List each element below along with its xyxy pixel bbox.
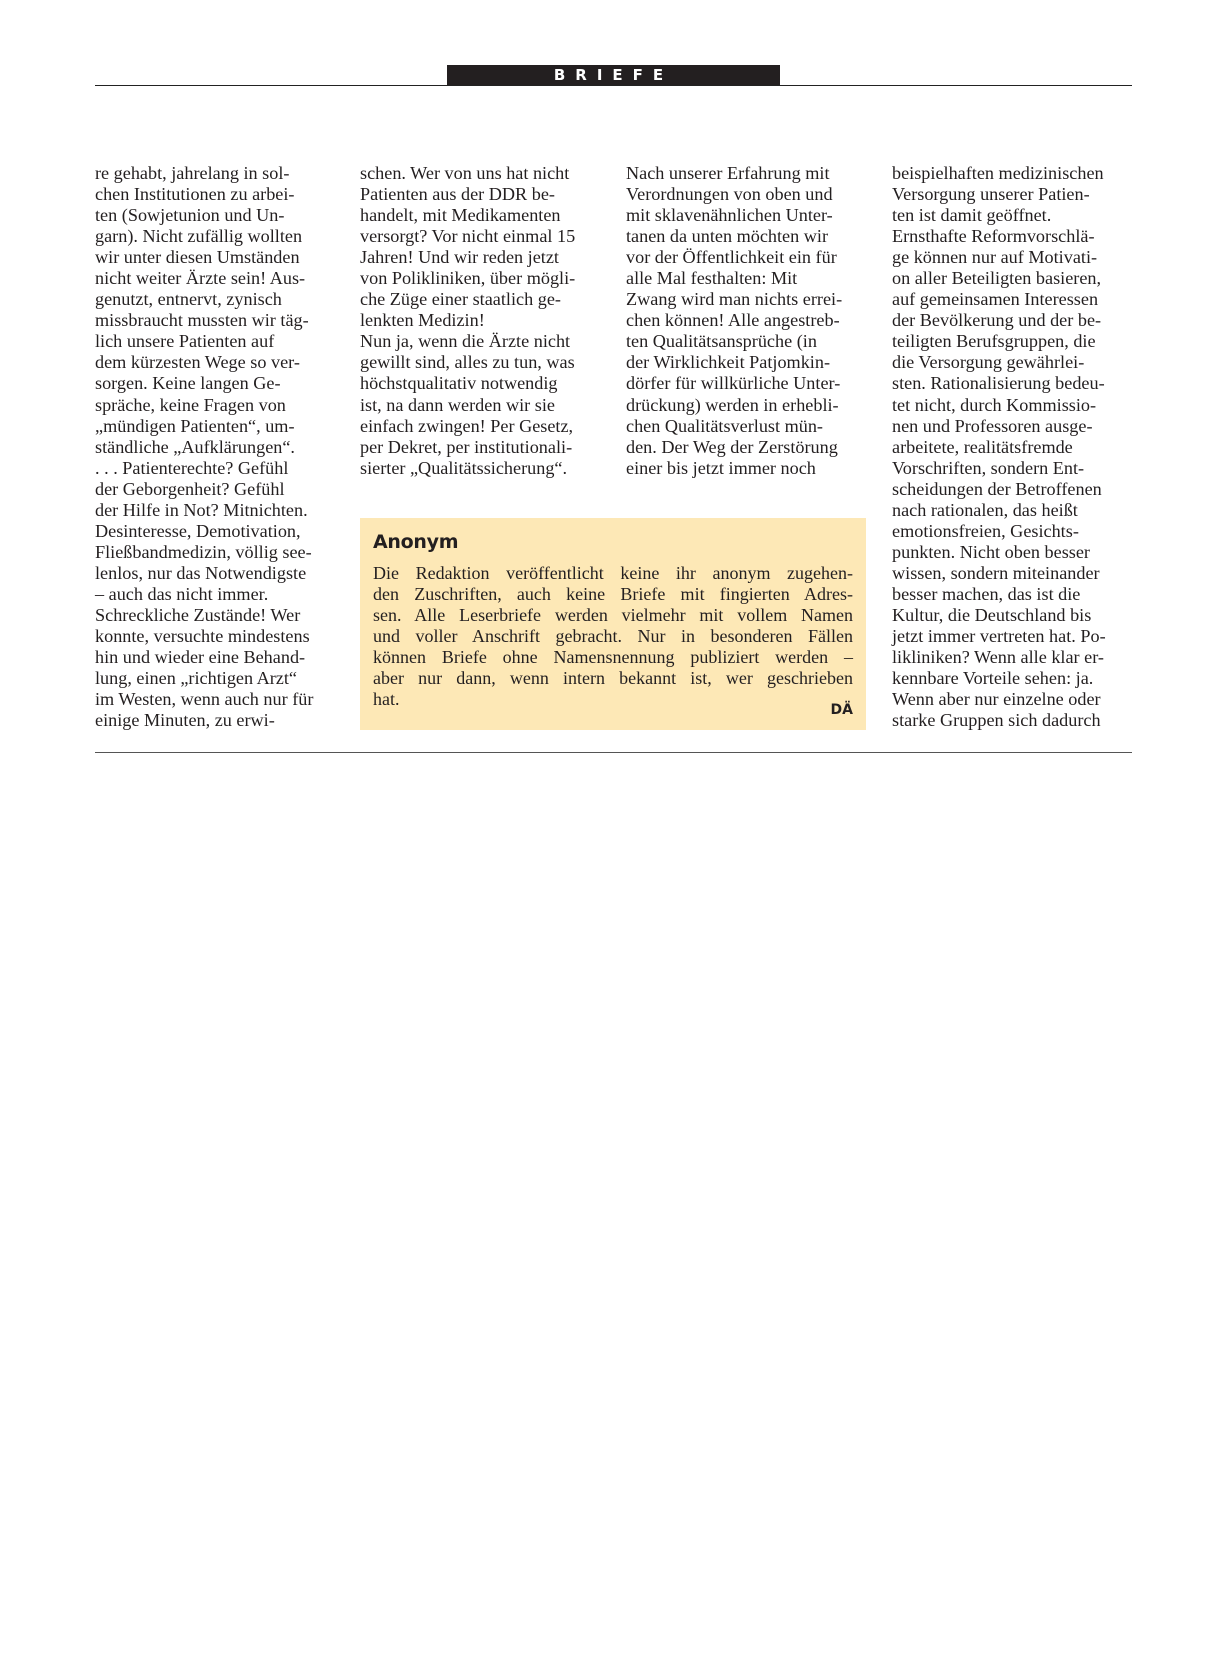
text-line: sorgen. Keine langen Ge- (95, 373, 281, 394)
text-line: der Bevölkerung und der be- (892, 310, 1102, 331)
text-column-4 (892, 163, 1132, 731)
text-line: ten Qualitätsansprüche (in (626, 331, 817, 352)
text-line: lich unsere Patienten auf (95, 331, 275, 352)
notice-line: Die Redaktion veröffentlicht keine ihr anonym zugehen- (373, 563, 853, 583)
text-line: arbeitete, realitätsfremde (892, 436, 1073, 457)
text-line: ge können nur auf Motivati- (892, 247, 1098, 268)
notice-line: sen. Alle Leserbriefe werden vielmehr mit vollem Namen (373, 605, 853, 625)
text-line: punkten. Nicht oben besser (892, 541, 1090, 562)
section-label: BRIEFE (447, 65, 780, 86)
notice-line: den Zuschriften, auch keine Briefe mit fingierten Adres- (373, 584, 853, 604)
text-column-3 (626, 163, 866, 479)
text-line: lenlos, nur das Notwendigste (95, 562, 307, 583)
text-line: – auch das nicht immer. (95, 583, 269, 604)
notice-body (373, 563, 853, 710)
text-line: ist, na dann werden wir sie (360, 394, 555, 415)
text-line: emotionsfreien, Gesichts- (892, 520, 1079, 541)
text-line: likliniken? Wenn alle klar er- (892, 647, 1104, 668)
anonym-notice-box (360, 518, 866, 730)
text-line: die Versorgung gewährlei- (892, 352, 1085, 373)
text-line: Wenn aber nur einzelne oder (892, 689, 1101, 710)
text-line: jetzt immer vertreten hat. Po- (892, 626, 1106, 647)
text-line: Patienten aus der DDR be- (360, 184, 555, 205)
text-line: vor der Öffentlichkeit ein für (626, 247, 837, 268)
text-line: Desinteresse, Demotivation, (95, 520, 301, 541)
text-column-1 (95, 163, 335, 731)
text-line: konnte, versuchte mindestens (95, 626, 310, 647)
text-line: garn). Nicht zufällig wollten (95, 226, 303, 247)
text-line: ten ist damit geöffnet. (892, 205, 1052, 226)
text-line: dem kürzesten Wege so ver- (95, 352, 300, 373)
notice-line: und voller Anschrift gebracht. Nur in besonderen Fällen (373, 626, 853, 646)
text-line: nicht weiter Ärzte sein! Aus- (95, 268, 306, 289)
text-line: wir unter diesen Umständen (95, 247, 300, 268)
text-line: chen können! Alle angestreb- (626, 310, 840, 331)
text-line: der Hilfe in Not? Mitnichten. (95, 499, 308, 520)
text-line: einfach zwingen! Per Gesetz, (360, 415, 574, 436)
text-line: im Westen, wenn auch nur für (95, 689, 314, 710)
text-line: spräche, keine Fragen von (95, 394, 286, 415)
text-column-2 (360, 163, 600, 479)
text-line: „mündigen Patienten“, um- (95, 415, 295, 436)
text-line: drückung) werden in erhebli- (626, 394, 839, 415)
text-line: teiligten Berufsgruppen, die (892, 331, 1096, 352)
text-line: auf gemeinsamen Interessen (892, 289, 1099, 310)
text-line: handelt, mit Medikamenten (360, 205, 561, 226)
text-line: Vorschriften, sondern Ent- (892, 457, 1085, 478)
text-line: der Wirklichkeit Patjomkin- (626, 352, 831, 373)
text-line: sten. Rationalisierung bedeu- (892, 373, 1105, 394)
text-line: wissen, sondern miteinander (892, 562, 1100, 583)
text-line: Nun ja, wenn die Ärzte nicht (360, 331, 571, 352)
text-line: Fließbandmedizin, völlig see- (95, 541, 312, 562)
notice-line: aber nur dann, wenn intern bekannt ist, wer geschrieben (373, 668, 853, 688)
text-line: hin und wieder eine Behand- (95, 647, 306, 668)
bottom-rule (95, 752, 1132, 753)
text-line: kennbare Vorteile sehen: ja. (892, 668, 1094, 689)
text-line: einer bis jetzt immer noch (626, 457, 816, 478)
text-line: Nach unserer Erfahrung mit (626, 163, 830, 183)
text-line: lung, einen „richtigen Arzt“ (95, 668, 298, 689)
text-line: re gehabt, jahrelang in sol- (95, 163, 290, 183)
text-line: sierter „Qualitätssicherung“. (360, 457, 568, 478)
text-line: nen und Professoren ausge- (892, 415, 1093, 436)
text-line: dörfer für willkürliche Unter- (626, 373, 841, 394)
notice-line: hat. (373, 689, 400, 709)
text-line: der Geborgenheit? Gefühl (95, 478, 285, 499)
text-line: on aller Beteiligten basieren, (892, 268, 1102, 289)
text-line: starke Gruppen sich dadurch (892, 710, 1101, 731)
text-line: Schreckliche Zustände! Wer (95, 604, 301, 625)
text-line: tanen da unten möchten wir (626, 226, 829, 247)
text-line: chen Institutionen zu arbei- (95, 184, 295, 205)
text-line: ten (Sowjetunion und Un- (95, 205, 285, 226)
notice-signature: DÄ (830, 702, 853, 718)
text-line: Verordnungen von oben und (626, 184, 833, 205)
text-line: den. Der Weg der Zerstörung (626, 436, 838, 457)
text-line: chen Qualitätsverlust mün- (626, 415, 823, 436)
text-line: genutzt, entnervt, zynisch (95, 289, 282, 310)
text-line: höchstqualitativ notwendig (360, 373, 558, 394)
text-line: per Dekret, per institutionali- (360, 436, 573, 457)
text-line: mit sklavenähnlichen Unter- (626, 205, 833, 226)
header-rule (95, 85, 1132, 86)
text-line: alle Mal festhalten: Mit (626, 268, 798, 289)
text-line: gewillt sind, alles zu tun, was (360, 352, 575, 373)
text-line: ständliche „Aufklärungen“. (95, 436, 295, 457)
text-line: schen. Wer von uns hat nicht (360, 163, 570, 183)
text-line: Jahren! Und wir reden jetzt (360, 247, 559, 268)
text-line: scheidungen der Betroffenen (892, 478, 1102, 499)
text-line: missbraucht mussten wir täg- (95, 310, 309, 331)
text-line: einige Minuten, zu erwi- (95, 710, 275, 731)
text-line: besser machen, das ist die (892, 583, 1081, 604)
text-line: nach rationalen, das heißt (892, 499, 1078, 520)
text-line: lenkten Medizin! (360, 310, 485, 331)
text-line: Kultur, die Deutschland bis (892, 604, 1092, 625)
text-line: von Polikliniken, über mögli- (360, 268, 576, 289)
text-line: Versorgung unserer Patien- (892, 184, 1090, 205)
text-line: Ernsthafte Reformvorschlä- (892, 226, 1095, 247)
text-line: beispielhaften medizinischen (892, 163, 1104, 183)
notice-title: Anonym (373, 531, 459, 553)
text-line: Zwang wird man nichts errei- (626, 289, 843, 310)
text-line: . . . Patienterechte? Gefühl (95, 457, 289, 478)
text-line: che Züge einer staatlich ge- (360, 289, 561, 310)
text-line: tet nicht, durch Kommissio- (892, 394, 1097, 415)
notice-line: können Briefe ohne Namensnennung publiziert werden – (373, 647, 853, 667)
text-line: versorgt? Vor nicht einmal 15 (360, 226, 576, 247)
